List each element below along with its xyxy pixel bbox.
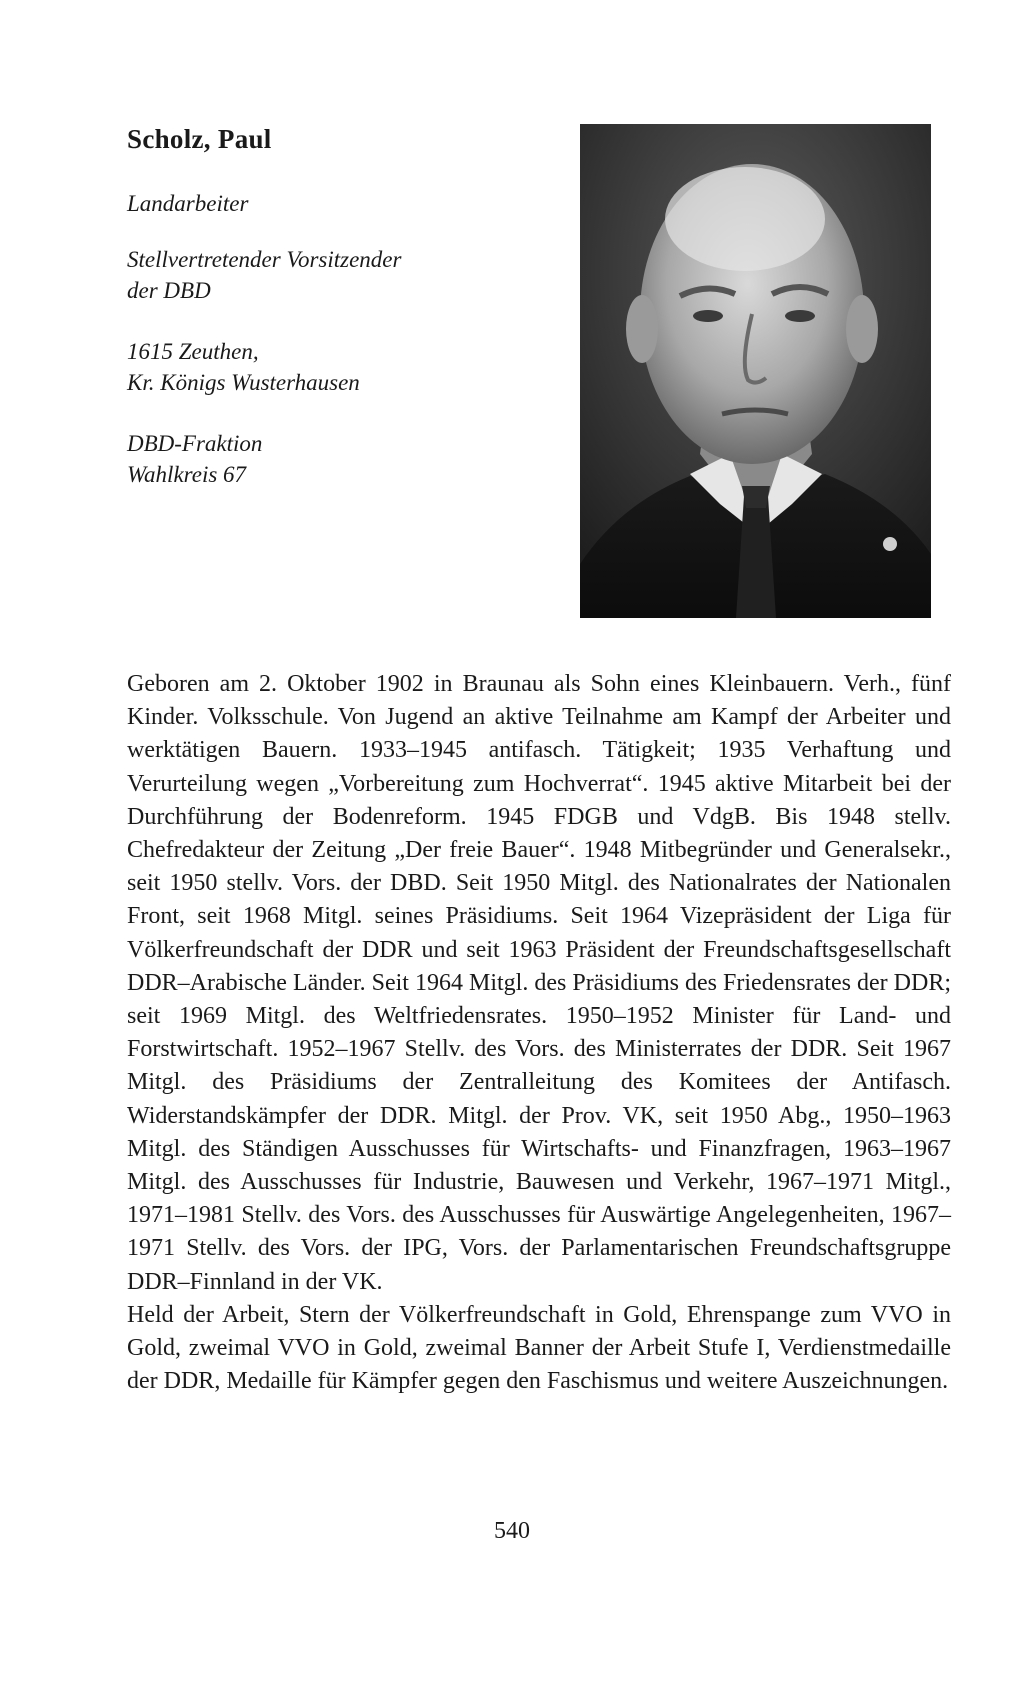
awards-paragraph: Held der Arbeit, Stern der Völkerfreundschaft in Gold, Ehrenspange zum VVO in Gold, zweimal VVO in Gold, zweimal Banner der Arbeit Stufe I, Verdienstmedaille der DDR, Medaille für Kämpfer gegen den Faschismus und weitere Auszeichnungen. (127, 1301, 951, 1395)
portrait-illustration (580, 124, 931, 618)
entry-name: Scholz, Paul (127, 124, 272, 154)
faction (127, 428, 262, 490)
position (127, 244, 401, 306)
portrait-photo (580, 124, 931, 618)
position-line: der DBD (127, 278, 211, 303)
occupation-text: Landarbeiter (127, 191, 249, 216)
position-line: Stellvertretender Vorsitzender (127, 247, 402, 272)
biography-paragraph: Geboren am 2. Oktober 1902 in Braunau als Sohn eines Kleinbauern. Verh., fünf Kinder. Volksschule. Von Jugend an aktive Teilnahme am Kampf der Arbeiter und werktätigen Bauern. 1933–1945 antifasch. Tätigkeit; 1935 Verhaftung und Verurteilung wegen „Vorbereitung zum Hochverrat“. 1945 aktive Mitarbeit bei der Durchführung der Bodenreform. 1945 FDGB und VdgB. Bis 1948 stellv. Chefredakteur der Zeitung „Der freie Bauer“. 1948 Mitbegründer und Generalsekr., seit 1950 stellv. Vors. der DBD. Seit 1950 Mitgl. des Nationalrates der Nationalen Front, seit 1968 Mitgl. seines Präsidiums. Seit 1964 Vizepräsident der Liga für Völkerfreundschaft der DDR und seit 1963 Präsident der Freundschaftsgesellschaft DDR–Arabische Länder. Seit 1964 Mitgl. des Präsidiums des Friedensrates der DDR; seit 1969 Mitgl. des Weltfriedensrates. 1950–1952 Minister für Land- und Forstwirtschaft. 1952–1967 Stellv. des Vors. des Ministerrates der DDR. Seit 1967 Mitgl. des Präsidiums der Zentralleitung des Komitees der Antifasch. Widerstandskämpfer der DDR. Mitgl. der Prov. VK, seit 1950 Abg., 1950–1963 Mitgl. des Ständigen Ausschusses für Wirtschafts- und Finanzfragen, 1963–1967 Mitgl. des Ausschusses für Industrie, Bauwesen und Verkehr, 1967–1971 Mitgl., 1971–1981 Stellv. des Vors. des Ausschusses für Auswärtige Angelegenheiten, 1967–1971 Stellv. des Vors. der IPG, Vors. der Parlamentarischen Freundschaftsgruppe DDR–Finnland in der VK. (127, 671, 951, 1295)
faction-line: DBD-Fraktion (127, 431, 263, 456)
constituency-line: Wahlkreis 67 (127, 462, 247, 487)
biography (127, 668, 951, 1398)
address-line: Kr. Königs Wusterhausen (127, 370, 360, 395)
occupation (127, 188, 248, 219)
address-line: 1615 Zeuthen, (127, 339, 259, 364)
address (127, 336, 360, 398)
page-number: 540 (494, 1518, 530, 1544)
